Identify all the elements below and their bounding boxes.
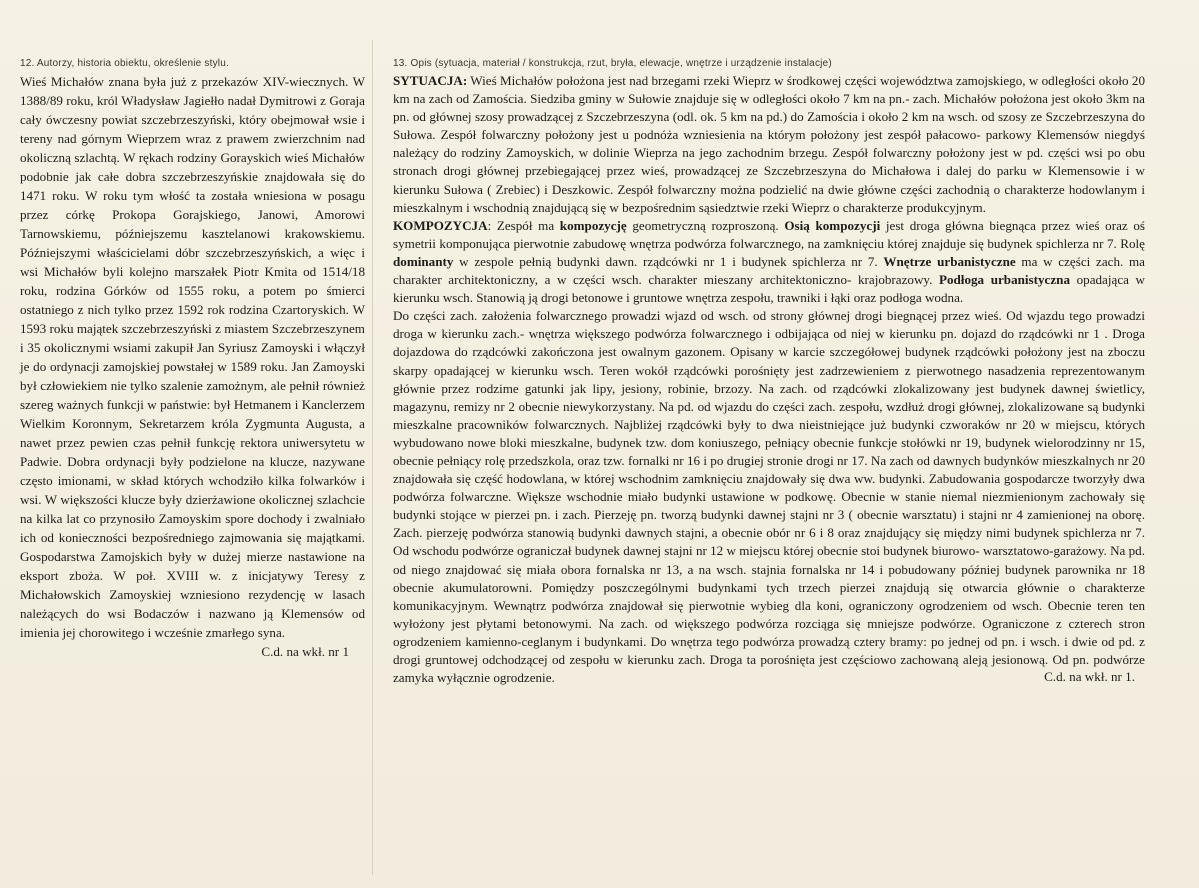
description-section-header: 13. Opis (sytuacja, materiał / konstrukcja, rzut, bryła, elewacje, wnętrze i urządzenie instalacje) bbox=[393, 58, 832, 69]
column-divider bbox=[372, 40, 373, 875]
history-continuation-note: C.d. na wkł. nr 1 bbox=[261, 644, 349, 659]
kompozycja-label: KOMPOZYCJA bbox=[393, 217, 488, 233]
os-kompozycji-term: Osią kompozycji bbox=[784, 217, 881, 233]
kompozycja-text-g: w zespole pełnią budynki dawn. rządcówki nr 1 i budynek spichlerza nr 7. bbox=[453, 253, 884, 269]
podloga-urbanistyczna-term: Podłoga urbanistyczna bbox=[938, 272, 1070, 288]
description-column bbox=[393, 58, 1145, 685]
sytuacja-text: Wieś Michałów położona jest nad brzegami rzeki Wieprz w środkowej części województwa zamojskiego, w odległości około 20 km na zach od Zamościa. Siedziba gminy w Sułowie znajduje się w odległości około 7 km na pn.- zach. Michałów położona jest około 3km na pn. od głównej szosy prowadzącej z Szczebrzeszyna (odl. ok. 5 km na pd.) do Zamościa i około 2 km na wsch. od szosy ze Szczebrzeszyna do Sułowa. Zespół folwarczny położony jest u podnóża wzniesienia na którym położony jest zespół pałacowo- parkowy Klemensów niegdyś należący do rodziny Zamoyskich, w dolinie Wieprza na jego zachodnim brzegu. Zespół folwarczny położony jest w pd. części wsi po obu stronach drogi głównej przebiegającej przez wieś, prowadzącej ze Szczebrzeszyna do Michałowa i dalej do parku w Klemensowie i w kierunku Sułowa ( Zrebiec) i Deszkowic. Zespół folwarczny można podzielić na dwie główne części zachodnią o charakterze hodowlanym i mieszkalnym i wschodnią znajdującą się w bezpośrednim sąsiedztwie rzeki Wieprz o charakterze produkcyjnym. bbox=[393, 73, 1145, 215]
sytuacja-paragraph bbox=[393, 72, 1145, 217]
kompozycja-text-i: ma w części zach. ma charakter architektoniczny, a w części wsch. charakter mieszany architektoniczno- krajobrazowy. bbox=[393, 253, 1145, 288]
description-text bbox=[393, 72, 1145, 687]
kompozycja-paragraph bbox=[393, 217, 1145, 307]
layout-description-paragraph: Do części zach. założenia folwarcznego prowadzi wjazd od wsch. od strony głównej drogi biegnącej przez wieś. Od wjazdu tego prowadzi droga w kierunku zach.- wnętrza większego podwórza folwarcznego i odbijająca od niej w kierunku pn. dojazd do rządcówki nr 1 . Droga dojazdowa do rządcówki zakończona jest owalnym gazonem. Opisany w karcie szczegółowej budynek rządcówki położony jest na zboczu skarpy opadającej w kierunku wsch. Teren wokół rządcówki porośnięty jest zadrzewieniem z pierwotnego nasadzenia reprezentowanym głównie przez rodzime gatunki jak lipy, jesiony, robinie, brzozy. Na zach. od rządcówki zlokalizowany jest budynek dawnej świetlicy, magazynu, remizy nr 2 obecnie niewykorzystany. Na pd. od wjazdu do części zach. zespołu, wzdłuż drogi głównej, zlokalizowane są budynki mieszkalne pracowników folwarcznych. Najbliżej rządcówki były to dwa nieistniejące już budynki czworaków nr 20 w miejscu, których wybudowano nowe bloki mieszkalne, budynek tzw. dom koniuszego, pełniący obecnie funkcje stołówki nr 19, budynek wielorodzinny nr 15, obecnie pełniący rolę przedszkola, oraz tzw. fornalki nr 16 i po drugiej stronie drogi nr 17. Na zach od dawnych budynków mieszkalnych nr 20 znajdowała się część hodowlana, w której wschodnim zamknięciu znajdowały się dwa ww. budynki. Zabudowania gospodarcze tworzyły dwa podwórza folwarczne. Większe wschodnie miało budynki ustawione w podkowę. Obecnie w stanie niemal niezmienionym zachowały się budynki stojące w pierzei pn. i zach. Pierzeję pn. tworzą budynki dawnej stajni nr 3 ( obecnie warsztatu) i stajni nr 4 zamienionej na oborę. Zach. pierzeję podwórza stanowią budynki dawnych stajni, a obecnie obór nr 6 i 8 oraz znajdujący się między nimi budynek spichlerza nr 7. Od wschodu podwórze ograniczał budynek dawnej stajni nr 12 w miejscu której obecnie stoi budynek biurowo- warsztatowo-garażowy. Na pd. od niego znajdować się miała obora fornalska nr 13, a na wsch. stajnia fornalska nr 14 i pobudowany później budynek parownika nr 18 obecnie akumulatorowni. Pomiędzy poszczególnymi budynkami tych trzech pierzei znajdują się otwarcia głównie o charakterze komunikacyjnym. Wewnątrz podwórza znajdował się pierwotnie wybieg dla koni, ograniczony ogrodzeniem od wsch. Obecnie teren ten wyłożony jest płytami betonowymi. Na zach. od większego podwórza rozciąga się mniejsze podwórze. Ograniczone z czterech stron ogrodzeniem kamienno-ceglanym i budynkami. Do wnętrza tego podwórza prowadzą cztery bramy: po jednej od pn. i wsch. i dwie od pd. z drogi gruntowej odchodzącej od zespołu w kierunku zach. Droga ta porośnięta jest częściowo zachowaną aleją jesionową. Od pn. podwórze zamyka wyłącznie ogrodzenie. bbox=[393, 308, 1145, 686]
dominanty-term: dominanty bbox=[393, 253, 454, 269]
kompozycja-text-e: jest droga główna biegnąca przez wieś oraz oś symetrii komponująca pierwotnie zabudowę wnętrza podwórza folwarcznego, na zamknięciu której znajduje się budynek spichlerza nr 7. Rolę bbox=[393, 217, 1145, 251]
sytuacja-label: SYTUACJA: bbox=[393, 73, 468, 88]
history-text: Wieś Michałów znana była już z przekazów XIV-wiecznych. W 1388/89 roku, król Władysław Jagiełło nadał Dymitrowi z Goraja cały ówczesny powiat szczebrzeszyński, który obejmował wsie i tereny nad górnym Wieprzem wraz z prawem zwierzchnim nad okoliczną szlachtą. W rękach rodziny Gorayskich wieś Michałów podobnie jak całe dobra szczebrzeszyńskie znajdowała się do 1471 roku. W roku tym włość ta została wniesiona w posagu przez córkę Prokopa Gorajskiego, Janowi, Amorowi Tarnowskiemu, późniejszemu kasztelanowi krakowskiemu. Późniejszymi właścicielami dóbr szczebrzeszyńskich, a więc i wsi Michałów byli kolejno marszałek Piotr Kmita od 1514/18 roku, rodzina Górków od 1555 roku, a potem po śmierci ostatniego z nich tylko przez 1592 rok rodzina Czartoryskich. W 1593 roku majątek szczebrzeszyński z miastem Szczebrzeszynem i 35 okolicznymi wsiami zakupił Jan Syriusz Zamoyski i włączył je do ordynacji zamojskiej powstałej w 1589 roku. Jan Zamoyski był człowiekiem nie tylko szalenie zamożnym, ale pełnił również szereg ważnych funkcji w państwie: był Hetmanem i Kanclerzem Wielkim Koronnym, Sekretarzem króla Zygmunta Augusta, a nawet przez pewien czas pełnił funkcję rektora uniwersytetu w Padwie. Dobra ordynacji były podzielone na klucze, nazywane często imionami, w skład których wchodziło kilka folwarków i wsi. W większości klucze były dzierżawione okolicznej szlachcie na kilka lat co przynosiło Zamoyskim spore dochody i zwalniało ich od konieczności bezpośredniego zajmowania się majątkami. Gospodarstwa Zamojskich były w dużej mierze nastawione na eksport zboża. W poł. XVIII w. z inicjatywy Teresy z Michałowskich Zamoyskiej wzniesiono rezydencję w lasach należących do wsi Bodaczów i nazwano ją Klemensów od imienia jej chorowitego i wcześnie zmarłego syna. bbox=[20, 74, 365, 640]
kompozycja-text-c: geometryczną rozproszoną. bbox=[626, 217, 785, 233]
kompozycja-text-k: opadająca w kierunku wsch. Stanowią ją drogi betonowe i gruntowe wnętrza zespołu, trawniki i łąki oraz podłoga wodna. bbox=[393, 272, 1145, 306]
history-section-header: 12. Autorzy, historia obiektu, określenie stylu. bbox=[20, 58, 229, 69]
kompozycja-text-a: : Zespół ma bbox=[487, 217, 560, 233]
description-continuation-note: C.d. na wkł. nr 1. bbox=[1044, 669, 1135, 685]
kompozycja-term: kompozycję bbox=[559, 217, 627, 233]
history-column bbox=[20, 58, 365, 660]
wnetrze-urbanistyczne-term: Wnętrze urbanistyczne bbox=[883, 253, 1016, 269]
